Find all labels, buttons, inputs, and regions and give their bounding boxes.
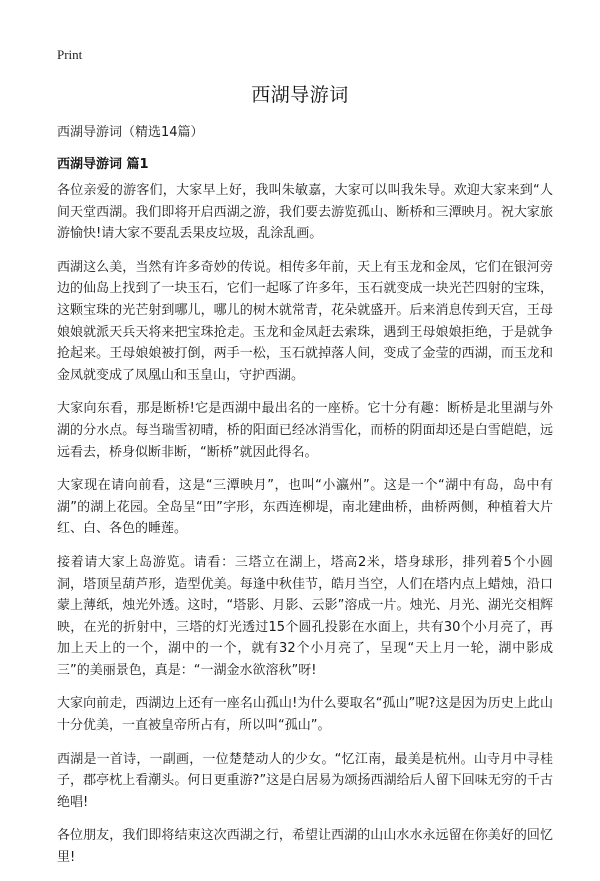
- paragraph-three-pools: 大家现在请向前看，这是“三潭映月”，也叫“小瀛州”。这是一个“湖中有岛，岛中有湖”的湖上花园。全岛呈“田”字形，东西连柳堤，南北建曲桥，曲桥两侧，种植着大片红、白、各色的睡莲。: [57, 478, 553, 537]
- paragraph-farewell: 各位朋友，我们即将结束这次西湖之行，希望让西湖的山山水水永远留在你美好的回忆里!: [57, 828, 553, 866]
- paragraph-island-tour: 接着请大家上岛游览。请看：三塔立在湖上，塔高2米，塔身球形，排列着5个小圆洞，塔顶呈葫芦形，造型优美。每逢中秋佳节，皓月当空，人们在塔内点上蜡烛，沿口蒙上薄纸，烛光外透。这时，“塔影、月影、云影”溶成一片。烛光、月光、湖光交相辉映，在光的折射中，三塔的灯光透过15个圆孔投影在水面上，共有30个小月亮了，再加上天上的一个，湖中的一个，就有32个小月亮了，呈现“天上月一轮，湖中影成三”的美丽景色，真是：“一湖金水欲溶秋”呀!: [57, 554, 553, 678]
- document-subtitle: 西湖导游词（精选14篇）: [57, 125, 204, 140]
- section-heading: 西湖导游词 篇1: [57, 157, 149, 172]
- print-label: Print: [57, 47, 83, 62]
- paragraph-poem: 西湖是一首诗，一副画，一位楚楚动人的少女。“忆江南，最美是杭州。山寺月中寻桂子，郡亭枕上看潮头。何日更重游?”这是白居易为颂扬西湖给后人留下回味无穷的千古绝唱!: [57, 751, 553, 810]
- paragraph-legend: 西湖这么美，当然有许多奇妙的传说。相传多年前，天上有玉龙和金凤，它们在银河旁边的仙岛上找到了一块玉石，它们一起啄了许多年，玉石就变成一块光芒四射的宝珠，这颗宝珠的光芒射到哪儿，哪儿的树木就常青，花朵就盛开。后来消息传到天宫，王母娘娘就派天兵天将来把宝珠抢走。玉龙和金凤赶去索珠，遇到王母娘娘拒绝，于是就争抢起来。王母娘娘被打倒，两手一松，玉石就掉落人间，变成了金莹的西湖，而玉龙和金凤就变成了凤凰山和玉皇山，守护西湖。: [57, 259, 553, 383]
- paragraph-solitary-hill: 大家向前走，西湖边上还有一座名山孤山!为什么要取名“孤山”呢?这是因为历史上此山十分优美，一直被皇帝所占有，所以叫“孤山”。: [57, 696, 553, 734]
- paragraph-broken-bridge: 大家向东看，那是断桥!它是西湖中最出名的一座桥。它十分有趣：断桥是北里湖与外湖的分水点。每当瑞雪初晴，桥的阳面已经冰消雪化，而桥的阴面却还是白雪皑皑，远远看去，桥身似断非断，“断桥”就因此得名。: [57, 401, 553, 460]
- document-body: [57, 180, 553, 881]
- document-title: 西湖导游词: [251, 84, 349, 106]
- paragraph-intro: 各位亲爱的游客们，大家早上好，我叫朱敏嘉，大家可以叫我朱导。欢迎大家来到“人间天堂西湖。我们即将开启西湖之游，我们要去游览孤山、断桥和三潭映月。祝大家旅游愉快!请大家不要乱丢果皮垃圾，乱涂乱画。: [57, 183, 553, 242]
